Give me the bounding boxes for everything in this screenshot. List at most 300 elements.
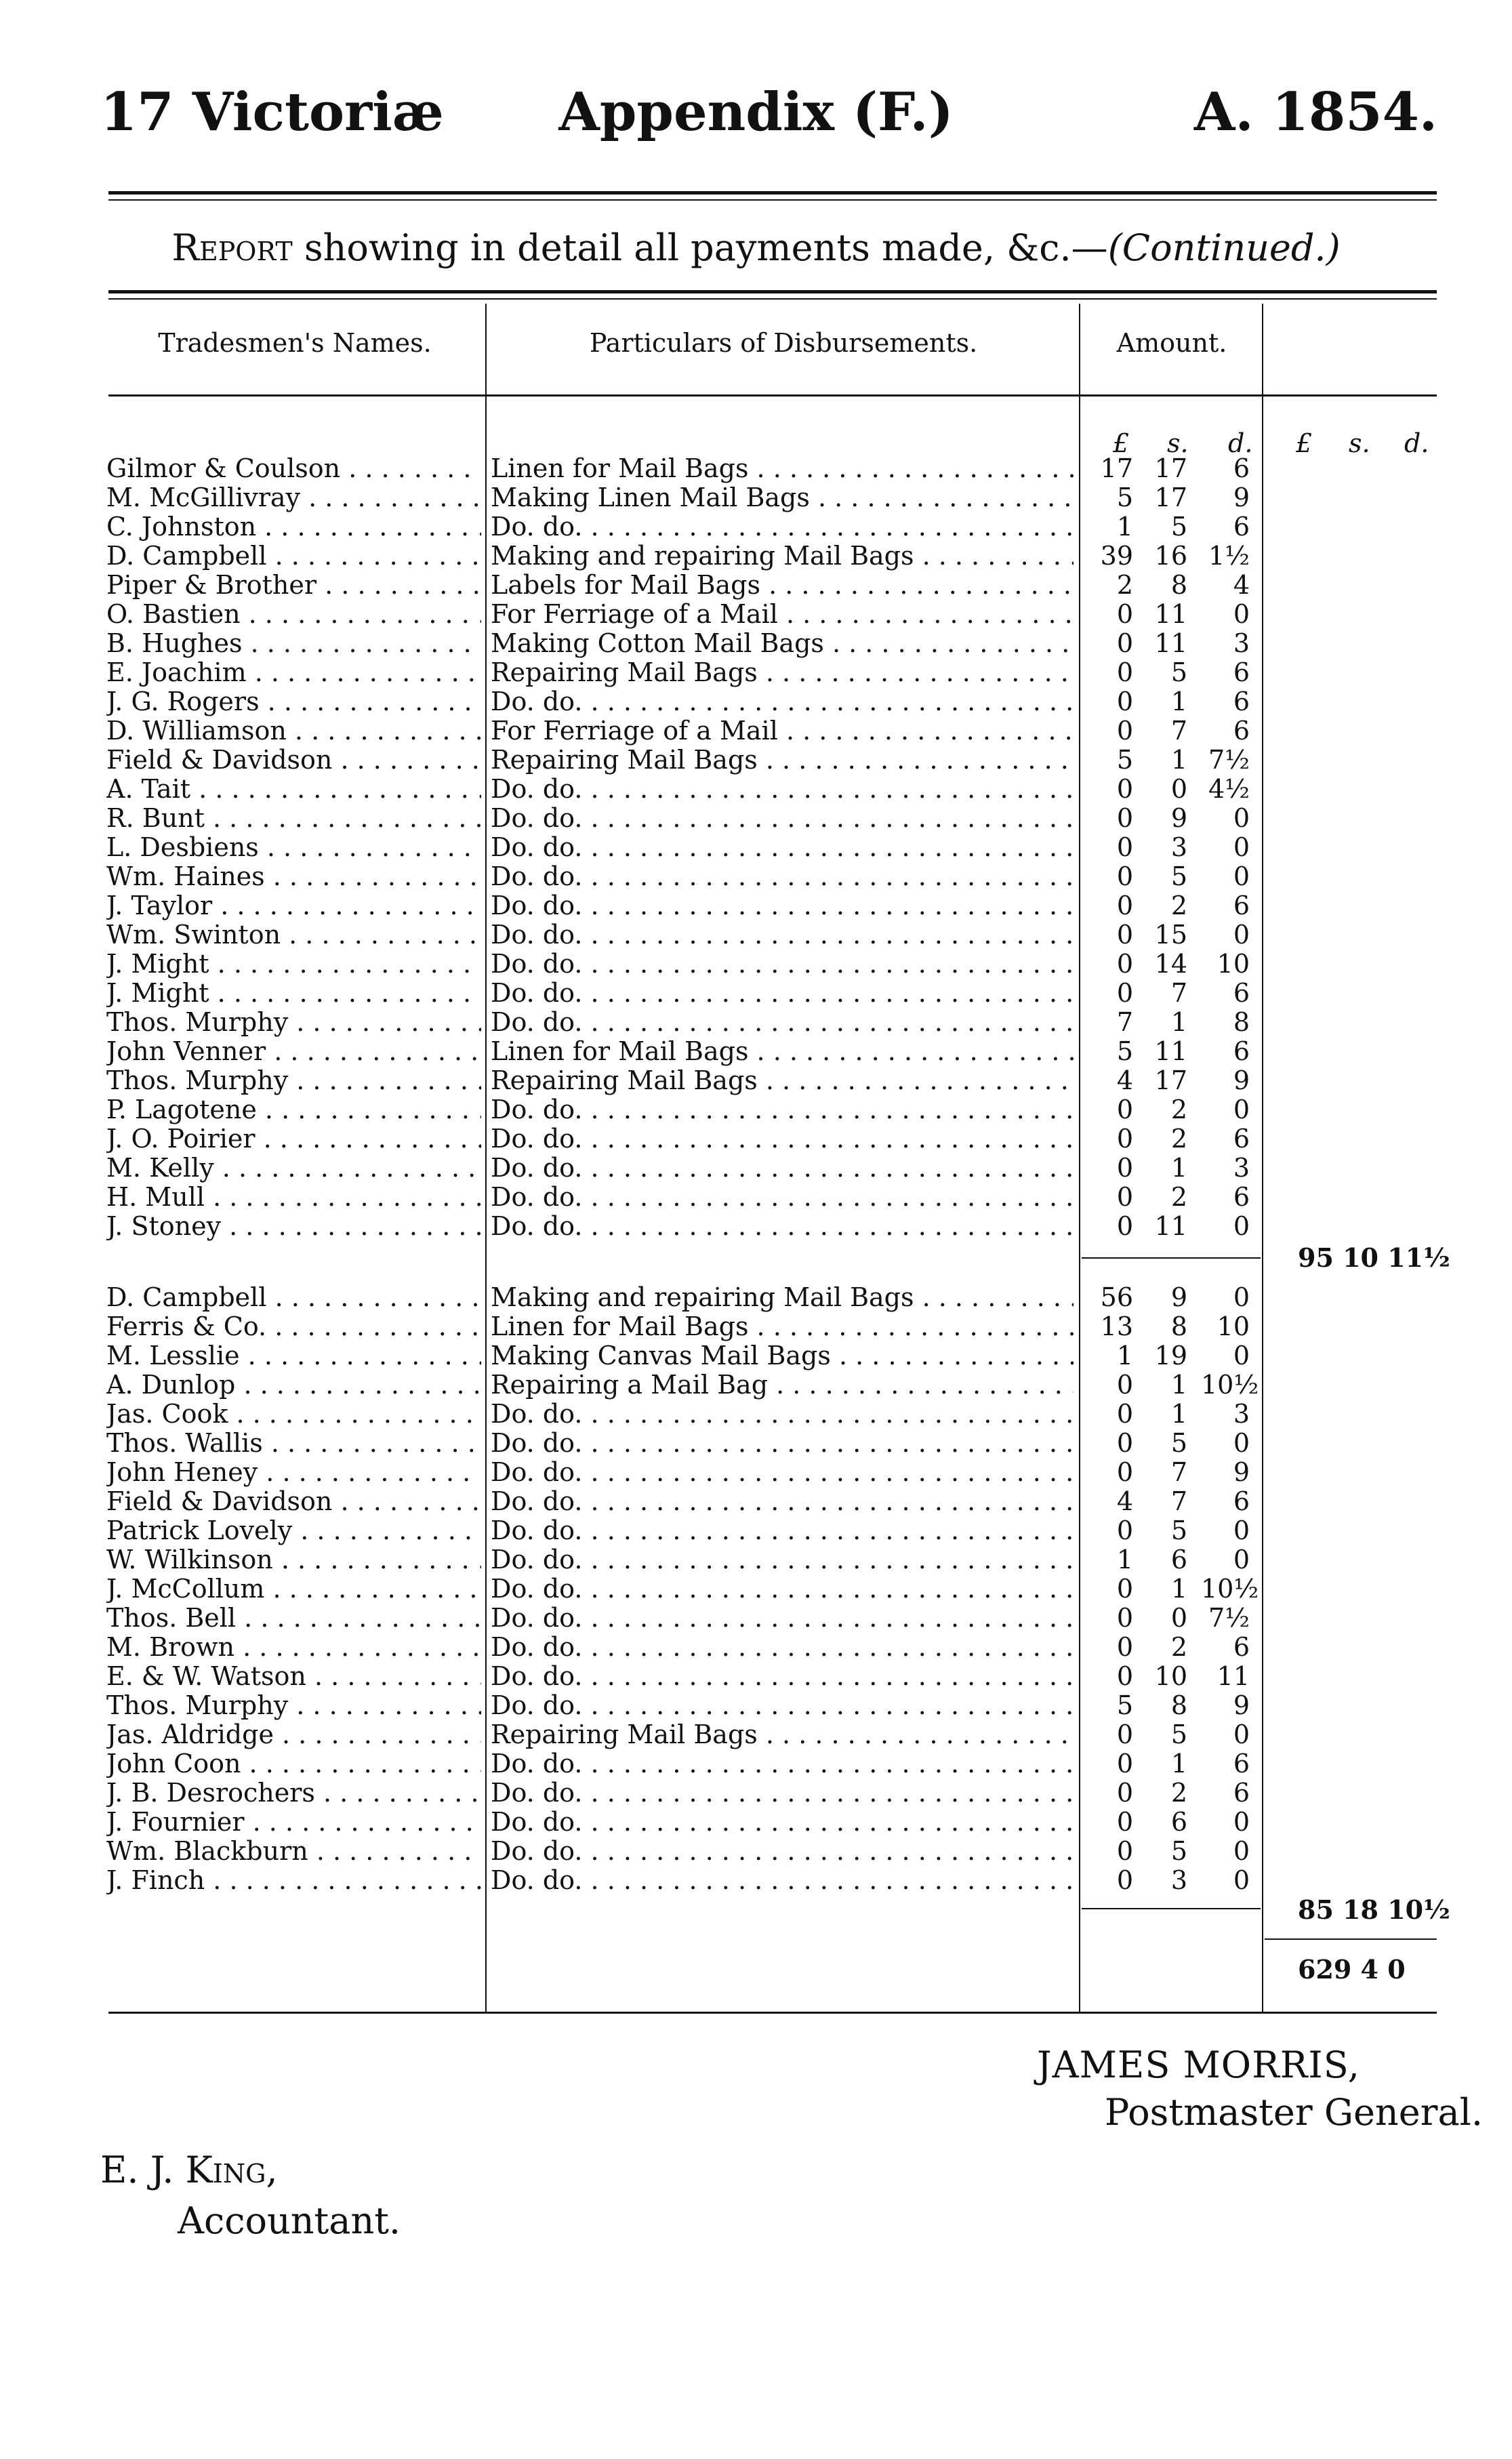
disbursement-particulars: Do. do. . . . — [491, 891, 1074, 920]
disbursement-particulars: Do. do. . . . — [491, 1008, 1074, 1037]
table-row — [0, 1212, 1512, 1241]
table-row — [0, 1837, 1512, 1866]
disbursement-particulars: For Ferriage of a Mail . . . — [491, 716, 1074, 746]
group2-total: 85 18 10½ — [1298, 1894, 1450, 1925]
tradesman-name: M. Kelly . . . — [106, 1154, 481, 1183]
disbursement-particulars: Making Cotton Mail Bags . . . — [491, 629, 1074, 658]
table-row — [0, 483, 1512, 512]
amount-pounds: 13 — [1100, 1312, 1133, 1341]
disbursement-particulars: Do. do. . . . — [491, 1633, 1074, 1662]
tradesman-name: R. Bunt . . . — [106, 804, 481, 833]
amount-pence: 0 — [1233, 1545, 1250, 1574]
disbursement-particulars: Do. do. . . . — [491, 920, 1074, 950]
disbursement-particulars: Do. do. . . . — [491, 1574, 1074, 1604]
amount-shillings: 17 — [1154, 483, 1187, 512]
tradesman-name: J. Might . . . — [106, 979, 481, 1008]
table-row — [0, 1341, 1512, 1370]
amount-pounds: 1 — [1116, 1341, 1133, 1370]
amount-pence: 6 — [1233, 1632, 1250, 1662]
table-row — [0, 1808, 1512, 1837]
amount-pounds: 0 — [1116, 1124, 1133, 1154]
amount-pence: 6 — [1233, 1749, 1250, 1779]
amount-pounds: 0 — [1116, 1749, 1133, 1779]
table-row — [0, 629, 1512, 658]
amount-pounds: 0 — [1116, 1182, 1133, 1212]
amount-shillings: 6 — [1170, 1545, 1187, 1574]
tradesman-name: H. Mull . . . — [106, 1183, 481, 1212]
amount-pence: 0 — [1233, 599, 1250, 629]
amount-pence: 0 — [1233, 1095, 1250, 1124]
table-row — [0, 891, 1512, 920]
disbursement-particulars: Do. do. . . . — [491, 979, 1074, 1008]
amount-pence: 4½ — [1208, 774, 1250, 804]
disbursement-particulars: Repairing a Mail Bag . . . — [491, 1370, 1074, 1400]
amount-shillings: 11 — [1154, 628, 1187, 658]
table-top-rule — [108, 290, 1437, 293]
amount-pounds: 5 — [1116, 1036, 1133, 1066]
column-header-particulars: Particulars of Disbursements. — [589, 328, 978, 358]
amount-pence: 6 — [1233, 1486, 1250, 1516]
amount-pence: 6 — [1233, 687, 1250, 716]
amount-pence: 3 — [1233, 628, 1250, 658]
column-header-rule — [108, 394, 1437, 397]
table-row — [0, 1037, 1512, 1066]
table-row — [0, 1370, 1512, 1400]
tradesman-name: M. Brown . . . — [106, 1633, 481, 1662]
amount-pence: 6 — [1233, 657, 1250, 687]
disbursement-particulars: Do. do. . . . — [491, 1837, 1074, 1866]
table-row — [0, 571, 1512, 600]
disbursement-particulars: Do. do. . . . — [491, 1095, 1074, 1124]
amount-pounds: 7 — [1116, 1007, 1133, 1037]
table-row — [0, 542, 1512, 571]
table-top-rule-thin — [108, 298, 1437, 300]
amount-pence: 3 — [1233, 1399, 1250, 1429]
disbursement-particulars: Making and repairing Mail Bags . . . — [491, 1283, 1074, 1312]
grand-total: 629 4 0 — [1298, 1954, 1406, 1985]
tradesman-name: J. Stoney . . . — [106, 1212, 481, 1241]
amount-shillings: 6 — [1170, 1807, 1187, 1837]
amount-pounds: 0 — [1116, 891, 1133, 920]
amount-shillings: 8 — [1170, 1690, 1187, 1720]
disbursement-particulars: Do. do. . . . — [491, 1516, 1074, 1545]
disbursement-particulars: Do. do. . . . — [491, 1691, 1074, 1720]
amount-pence: 0 — [1233, 803, 1250, 833]
disbursement-particulars: Do. do. . . . — [491, 512, 1074, 542]
amount-shillings: 2 — [1170, 891, 1187, 920]
disbursement-particulars: Do. do. . . . — [491, 1808, 1074, 1837]
table-row — [0, 1516, 1512, 1545]
amount-shillings: 7 — [1170, 716, 1187, 746]
amount-pounds: 0 — [1116, 1778, 1133, 1808]
amount-pounds: 0 — [1116, 1457, 1133, 1487]
table-row — [0, 1545, 1512, 1574]
table-row — [0, 1604, 1512, 1633]
amount-shillings: 16 — [1154, 541, 1187, 571]
amount-shillings: 5 — [1170, 1516, 1187, 1545]
amount-shillings: 0 — [1170, 774, 1187, 804]
amount-shillings: 1 — [1170, 1153, 1187, 1183]
amount-shillings: 3 — [1170, 1865, 1187, 1895]
amount-pounds: 1 — [1116, 512, 1133, 542]
amount-pence: 0 — [1233, 1282, 1250, 1312]
tradesman-name: Ferris & Co. . . . — [106, 1312, 481, 1341]
disbursement-particulars: Do. do. . . . — [491, 1779, 1074, 1808]
table-row — [0, 600, 1512, 629]
report-title-continued: (Continued.) — [1107, 226, 1341, 269]
table-row — [0, 1400, 1512, 1429]
amount-pence: 10½ — [1201, 1370, 1259, 1400]
signature-postmaster-title: Postmaster General. — [1105, 2091, 1484, 2134]
amount-pence: 9 — [1233, 1457, 1250, 1487]
amount-pounds: 0 — [1116, 1095, 1133, 1124]
amount-shillings: 1 — [1170, 1007, 1187, 1037]
amount-pence: 0 — [1233, 1428, 1250, 1458]
amount-pence: 0 — [1233, 861, 1250, 891]
tradesman-name: Patrick Lovely . . . — [106, 1516, 481, 1545]
table-row — [0, 1633, 1512, 1662]
disbursement-particulars: Repairing Mail Bags . . . — [491, 1066, 1074, 1095]
tradesman-name: W. Wilkinson . . . — [106, 1545, 481, 1574]
tradesman-name: Thos. Murphy . . . — [106, 1008, 481, 1037]
amount-pence: 1½ — [1208, 541, 1250, 571]
disbursement-particulars: Do. do. . . . — [491, 862, 1074, 891]
amount-pence: 9 — [1233, 1690, 1250, 1720]
unit-pence: d. — [1228, 428, 1253, 458]
amount-pounds: 0 — [1116, 978, 1133, 1008]
amount-pounds: 0 — [1116, 1720, 1133, 1749]
tradesman-name: John Venner . . . — [106, 1037, 481, 1066]
tradesman-name: B. Hughes . . . — [106, 629, 481, 658]
tradesman-name: P. Lagotene . . . — [106, 1095, 481, 1124]
header-year: A. 1854. — [1193, 81, 1437, 143]
amount-pence: 11 — [1217, 1661, 1250, 1691]
amount-pounds: 0 — [1116, 861, 1133, 891]
amount-pence: 10 — [1217, 1312, 1250, 1341]
disbursement-particulars: Do. do. . . . — [491, 804, 1074, 833]
table-row — [0, 1008, 1512, 1037]
table-row — [0, 862, 1512, 891]
table-row — [0, 1283, 1512, 1312]
tradesman-name: C. Johnston . . . — [106, 512, 481, 542]
table-row — [0, 1866, 1512, 1895]
header-rule-thin — [108, 199, 1437, 201]
report-title — [0, 226, 1512, 269]
amount-pence: 0 — [1233, 1807, 1250, 1837]
tradesman-name: Thos. Murphy . . . — [106, 1691, 481, 1720]
amount-pounds: 1 — [1116, 1545, 1133, 1574]
amount-pounds: 4 — [1116, 1065, 1133, 1095]
tradesman-name: Field & Davidson . . . — [106, 1487, 481, 1516]
amount-pounds: 17 — [1100, 453, 1133, 483]
disbursement-particulars: Do. do. . . . — [491, 1400, 1074, 1429]
amount-pence: 7½ — [1208, 1603, 1250, 1633]
amount-shillings: 14 — [1154, 949, 1187, 979]
disbursement-particulars: Do. do. . . . — [491, 833, 1074, 862]
signature-postmaster-name: JAMES MORRIS, — [1037, 2044, 1360, 2086]
tradesman-name: E. Joachim . . . — [106, 658, 481, 687]
amount-pounds: 0 — [1116, 949, 1133, 979]
table-row — [0, 1312, 1512, 1341]
amount-pounds: 39 — [1100, 541, 1133, 571]
disbursement-particulars: For Ferriage of a Mail . . . — [491, 600, 1074, 629]
signature-accountant-title: Accountant. — [178, 2199, 401, 2242]
disbursement-particulars: Do. do. . . . — [491, 687, 1074, 716]
amount-pence: 6 — [1233, 1778, 1250, 1808]
tradesman-name: E. & W. Watson . . . — [106, 1662, 481, 1691]
amount-pounds: 2 — [1116, 570, 1133, 600]
table-row — [0, 1749, 1512, 1779]
amount-pounds: 0 — [1116, 1632, 1133, 1662]
table-bottom-rule — [108, 2012, 1437, 2014]
amount-pence: 9 — [1233, 483, 1250, 512]
amount-shillings: 11 — [1154, 599, 1187, 629]
amount-pence: 6 — [1233, 453, 1250, 483]
amount-pence: 6 — [1233, 978, 1250, 1008]
table-row — [0, 1154, 1512, 1183]
tradesman-name: M. McGillivray . . . — [106, 483, 481, 512]
tradesman-name: Thos. Murphy . . . — [106, 1066, 481, 1095]
amount-pounds: 0 — [1116, 657, 1133, 687]
table-row — [0, 512, 1512, 542]
tradesman-name: J. Taylor . . . — [106, 891, 481, 920]
amount-pounds: 0 — [1116, 1153, 1133, 1183]
tradesman-name: D. Campbell . . . — [106, 1283, 481, 1312]
table-row — [0, 1458, 1512, 1487]
disbursement-particulars: Labels for Mail Bags . . . — [491, 571, 1074, 600]
amount-pounds: 4 — [1116, 1486, 1133, 1516]
amount-pence: 0 — [1233, 1516, 1250, 1545]
amount-shillings: 2 — [1170, 1778, 1187, 1808]
amount-pounds: 0 — [1116, 1211, 1133, 1241]
amount-pounds: 5 — [1116, 483, 1133, 512]
tradesman-name: J. O. Poirier . . . — [106, 1124, 481, 1154]
table-row — [0, 979, 1512, 1008]
disbursement-particulars: Do. do. . . . — [491, 1866, 1074, 1895]
amount-pence: 7½ — [1208, 745, 1250, 775]
table-row — [0, 658, 1512, 687]
table-row — [0, 1124, 1512, 1154]
tradesman-name: Thos. Wallis . . . — [106, 1429, 481, 1458]
table-row — [0, 1095, 1512, 1124]
group1-total: 95 10 11½ — [1298, 1242, 1450, 1273]
table-row — [0, 454, 1512, 483]
amount-shillings: 1 — [1170, 1749, 1187, 1779]
table-row — [0, 804, 1512, 833]
disbursement-particulars: Repairing Mail Bags . . . — [491, 1720, 1074, 1749]
amount-shillings: 1 — [1170, 1370, 1187, 1400]
amount-shillings: 1 — [1170, 745, 1187, 775]
amount-shillings: 2 — [1170, 1632, 1187, 1662]
amount-pounds: 0 — [1116, 1865, 1133, 1895]
disbursement-particulars: Linen for Mail Bags . . . — [491, 1037, 1074, 1066]
amount-shillings: 7 — [1170, 1457, 1187, 1487]
report-title-lead: Report — [171, 226, 293, 269]
amount-shillings: 7 — [1170, 978, 1187, 1008]
amount-pounds: 5 — [1116, 745, 1133, 775]
disbursement-particulars: Do. do. . . . — [491, 1487, 1074, 1516]
table-row — [0, 1720, 1512, 1749]
disbursement-particulars: Repairing Mail Bags . . . — [491, 658, 1074, 687]
tradesman-name: J. McCollum . . . — [106, 1574, 481, 1604]
amount-shillings: 11 — [1154, 1036, 1187, 1066]
amount-pounds: 0 — [1116, 1603, 1133, 1633]
amount-pounds: 0 — [1116, 1370, 1133, 1400]
amount-pence: 10 — [1217, 949, 1250, 979]
amount-pence: 0 — [1233, 1211, 1250, 1241]
table-row — [0, 950, 1512, 979]
amount-shillings: 17 — [1154, 1065, 1187, 1095]
disbursement-particulars: Do. do. . . . — [491, 1124, 1074, 1154]
amount-shillings: 19 — [1154, 1341, 1187, 1370]
amount-shillings: 17 — [1154, 453, 1187, 483]
total-unit-pound: £ — [1296, 428, 1313, 458]
table-row — [0, 716, 1512, 746]
amount-pence: 6 — [1233, 1036, 1250, 1066]
amount-pounds: 0 — [1116, 628, 1133, 658]
disbursement-particulars: Do. do. . . . — [491, 1458, 1074, 1487]
amount-shillings: 8 — [1170, 570, 1187, 600]
table-row — [0, 833, 1512, 862]
amount-shillings: 1 — [1170, 1399, 1187, 1429]
amount-pounds: 0 — [1116, 832, 1133, 862]
disbursement-particulars: Making Linen Mail Bags . . . — [491, 483, 1074, 512]
amount-pounds: 0 — [1116, 920, 1133, 950]
report-title-text: showing in detail all payments made, &c.— — [292, 226, 1108, 269]
table-row — [0, 1429, 1512, 1458]
amount-shillings: 7 — [1170, 1486, 1187, 1516]
amount-pence: 0 — [1233, 1341, 1250, 1370]
amount-pence: 6 — [1233, 1124, 1250, 1154]
amount-shillings: 8 — [1170, 1312, 1187, 1341]
table-row — [0, 1662, 1512, 1691]
disbursement-particulars: Linen for Mail Bags . . . — [491, 454, 1074, 483]
amount-pounds: 0 — [1116, 687, 1133, 716]
tradesman-name: Wm. Haines . . . — [106, 862, 481, 891]
table-row — [0, 920, 1512, 950]
amount-pounds: 0 — [1116, 599, 1133, 629]
amount-shillings: 5 — [1170, 512, 1187, 542]
table-row — [0, 1574, 1512, 1604]
amount-shillings: 3 — [1170, 832, 1187, 862]
amount-shillings: 2 — [1170, 1182, 1187, 1212]
amount-pence: 0 — [1233, 1865, 1250, 1895]
disbursement-particulars: Making Canvas Mail Bags . . . — [491, 1341, 1074, 1370]
table-row — [0, 687, 1512, 716]
header-rule-thick — [108, 191, 1437, 195]
tradesman-name: J. B. Desrochers . . . — [106, 1779, 481, 1808]
tradesman-name: D. Williamson . . . — [106, 716, 481, 746]
amount-pounds: 0 — [1116, 1428, 1133, 1458]
grand-total-rule — [1265, 1938, 1437, 1940]
tradesman-name: J. G. Rogers . . . — [106, 687, 481, 716]
group2-subtotal-rule — [1082, 1908, 1261, 1909]
tradesman-name: John Heney . . . — [106, 1458, 481, 1487]
disbursement-particulars: Do. do. . . . — [491, 1429, 1074, 1458]
table-row — [0, 775, 1512, 804]
disbursement-particulars: Do. do. . . . — [491, 1662, 1074, 1691]
amount-shillings: 2 — [1170, 1124, 1187, 1154]
amount-pounds: 0 — [1116, 1399, 1133, 1429]
total-unit-pence: d. — [1404, 428, 1429, 458]
amount-pence: 6 — [1233, 891, 1250, 920]
tradesman-name: Piper & Brother . . . — [106, 571, 481, 600]
tradesman-name: J. Finch . . . — [106, 1866, 481, 1895]
unit-pound: £ — [1113, 428, 1130, 458]
amount-pounds: 0 — [1116, 774, 1133, 804]
amount-pounds: 5 — [1116, 1690, 1133, 1720]
tradesman-name: Gilmor & Coulson . . . — [106, 454, 481, 483]
disbursement-particulars: Making and repairing Mail Bags . . . — [491, 542, 1074, 571]
header-session: 17 Victoriæ — [100, 81, 444, 143]
amount-pence: 4 — [1233, 570, 1250, 600]
tradesman-name: O. Bastien . . . — [106, 600, 481, 629]
amount-pence: 0 — [1233, 832, 1250, 862]
tradesman-name: Thos. Bell . . . — [106, 1604, 481, 1633]
disbursement-particulars: Do. do. . . . — [491, 1183, 1074, 1212]
tradesman-name: A. Dunlop . . . — [106, 1370, 481, 1400]
tradesman-name: John Coon . . . — [106, 1749, 481, 1779]
amount-shillings: 5 — [1170, 1836, 1187, 1866]
tradesman-name: Field & Davidson . . . — [106, 746, 481, 775]
tradesman-name: Wm. Swinton . . . — [106, 920, 481, 950]
amount-pence: 6 — [1233, 716, 1250, 746]
amount-pence: 6 — [1233, 1182, 1250, 1212]
table-row — [0, 746, 1512, 775]
amount-shillings: 10 — [1154, 1661, 1187, 1691]
total-unit-shilling: s. — [1349, 428, 1370, 458]
amount-pounds: 0 — [1116, 716, 1133, 746]
amount-pence: 0 — [1233, 1836, 1250, 1866]
disbursement-particulars: Do. do. . . . — [491, 950, 1074, 979]
disbursement-particulars: Do. do. . . . — [491, 1604, 1074, 1633]
amount-shillings: 15 — [1154, 920, 1187, 950]
table-row — [0, 1487, 1512, 1516]
column-header-amount: Amount. — [1116, 328, 1227, 358]
amount-pounds: 0 — [1116, 1574, 1133, 1604]
amount-pounds: 56 — [1100, 1282, 1133, 1312]
table-row — [0, 1183, 1512, 1212]
amount-pence: 3 — [1233, 1153, 1250, 1183]
amount-shillings: 0 — [1170, 1603, 1187, 1633]
group1-subtotal-rule — [1082, 1257, 1261, 1259]
amount-shillings: 9 — [1170, 803, 1187, 833]
disbursement-particulars: Do. do. . . . — [491, 775, 1074, 804]
amount-shillings: 11 — [1154, 1211, 1187, 1241]
disbursement-particulars: Linen for Mail Bags . . . — [491, 1312, 1074, 1341]
table-row — [0, 1066, 1512, 1095]
amount-pence: 10½ — [1201, 1574, 1259, 1604]
amount-shillings: 1 — [1170, 1574, 1187, 1604]
amount-shillings: 5 — [1170, 1720, 1187, 1749]
tradesman-name: A. Tait . . . — [106, 775, 481, 804]
tradesman-name: M. Lesslie . . . — [106, 1341, 481, 1370]
amount-pence: 9 — [1233, 1065, 1250, 1095]
header-appendix: Appendix (F.) — [558, 81, 954, 143]
disbursement-particulars: Do. do. . . . — [491, 1154, 1074, 1183]
tradesman-name: Jas. Cook . . . — [106, 1400, 481, 1429]
amount-shillings: 2 — [1170, 1095, 1187, 1124]
table-row — [0, 1779, 1512, 1808]
amount-shillings: 5 — [1170, 1428, 1187, 1458]
tradesman-name: L. Desbiens . . . — [106, 833, 481, 862]
amount-pence: 0 — [1233, 1720, 1250, 1749]
amount-pounds: 0 — [1116, 1661, 1133, 1691]
signature-accountant-name: E. J. King, — [100, 2149, 278, 2191]
amount-pounds: 0 — [1116, 1836, 1133, 1866]
table-row — [0, 1691, 1512, 1720]
amount-shillings: 5 — [1170, 861, 1187, 891]
